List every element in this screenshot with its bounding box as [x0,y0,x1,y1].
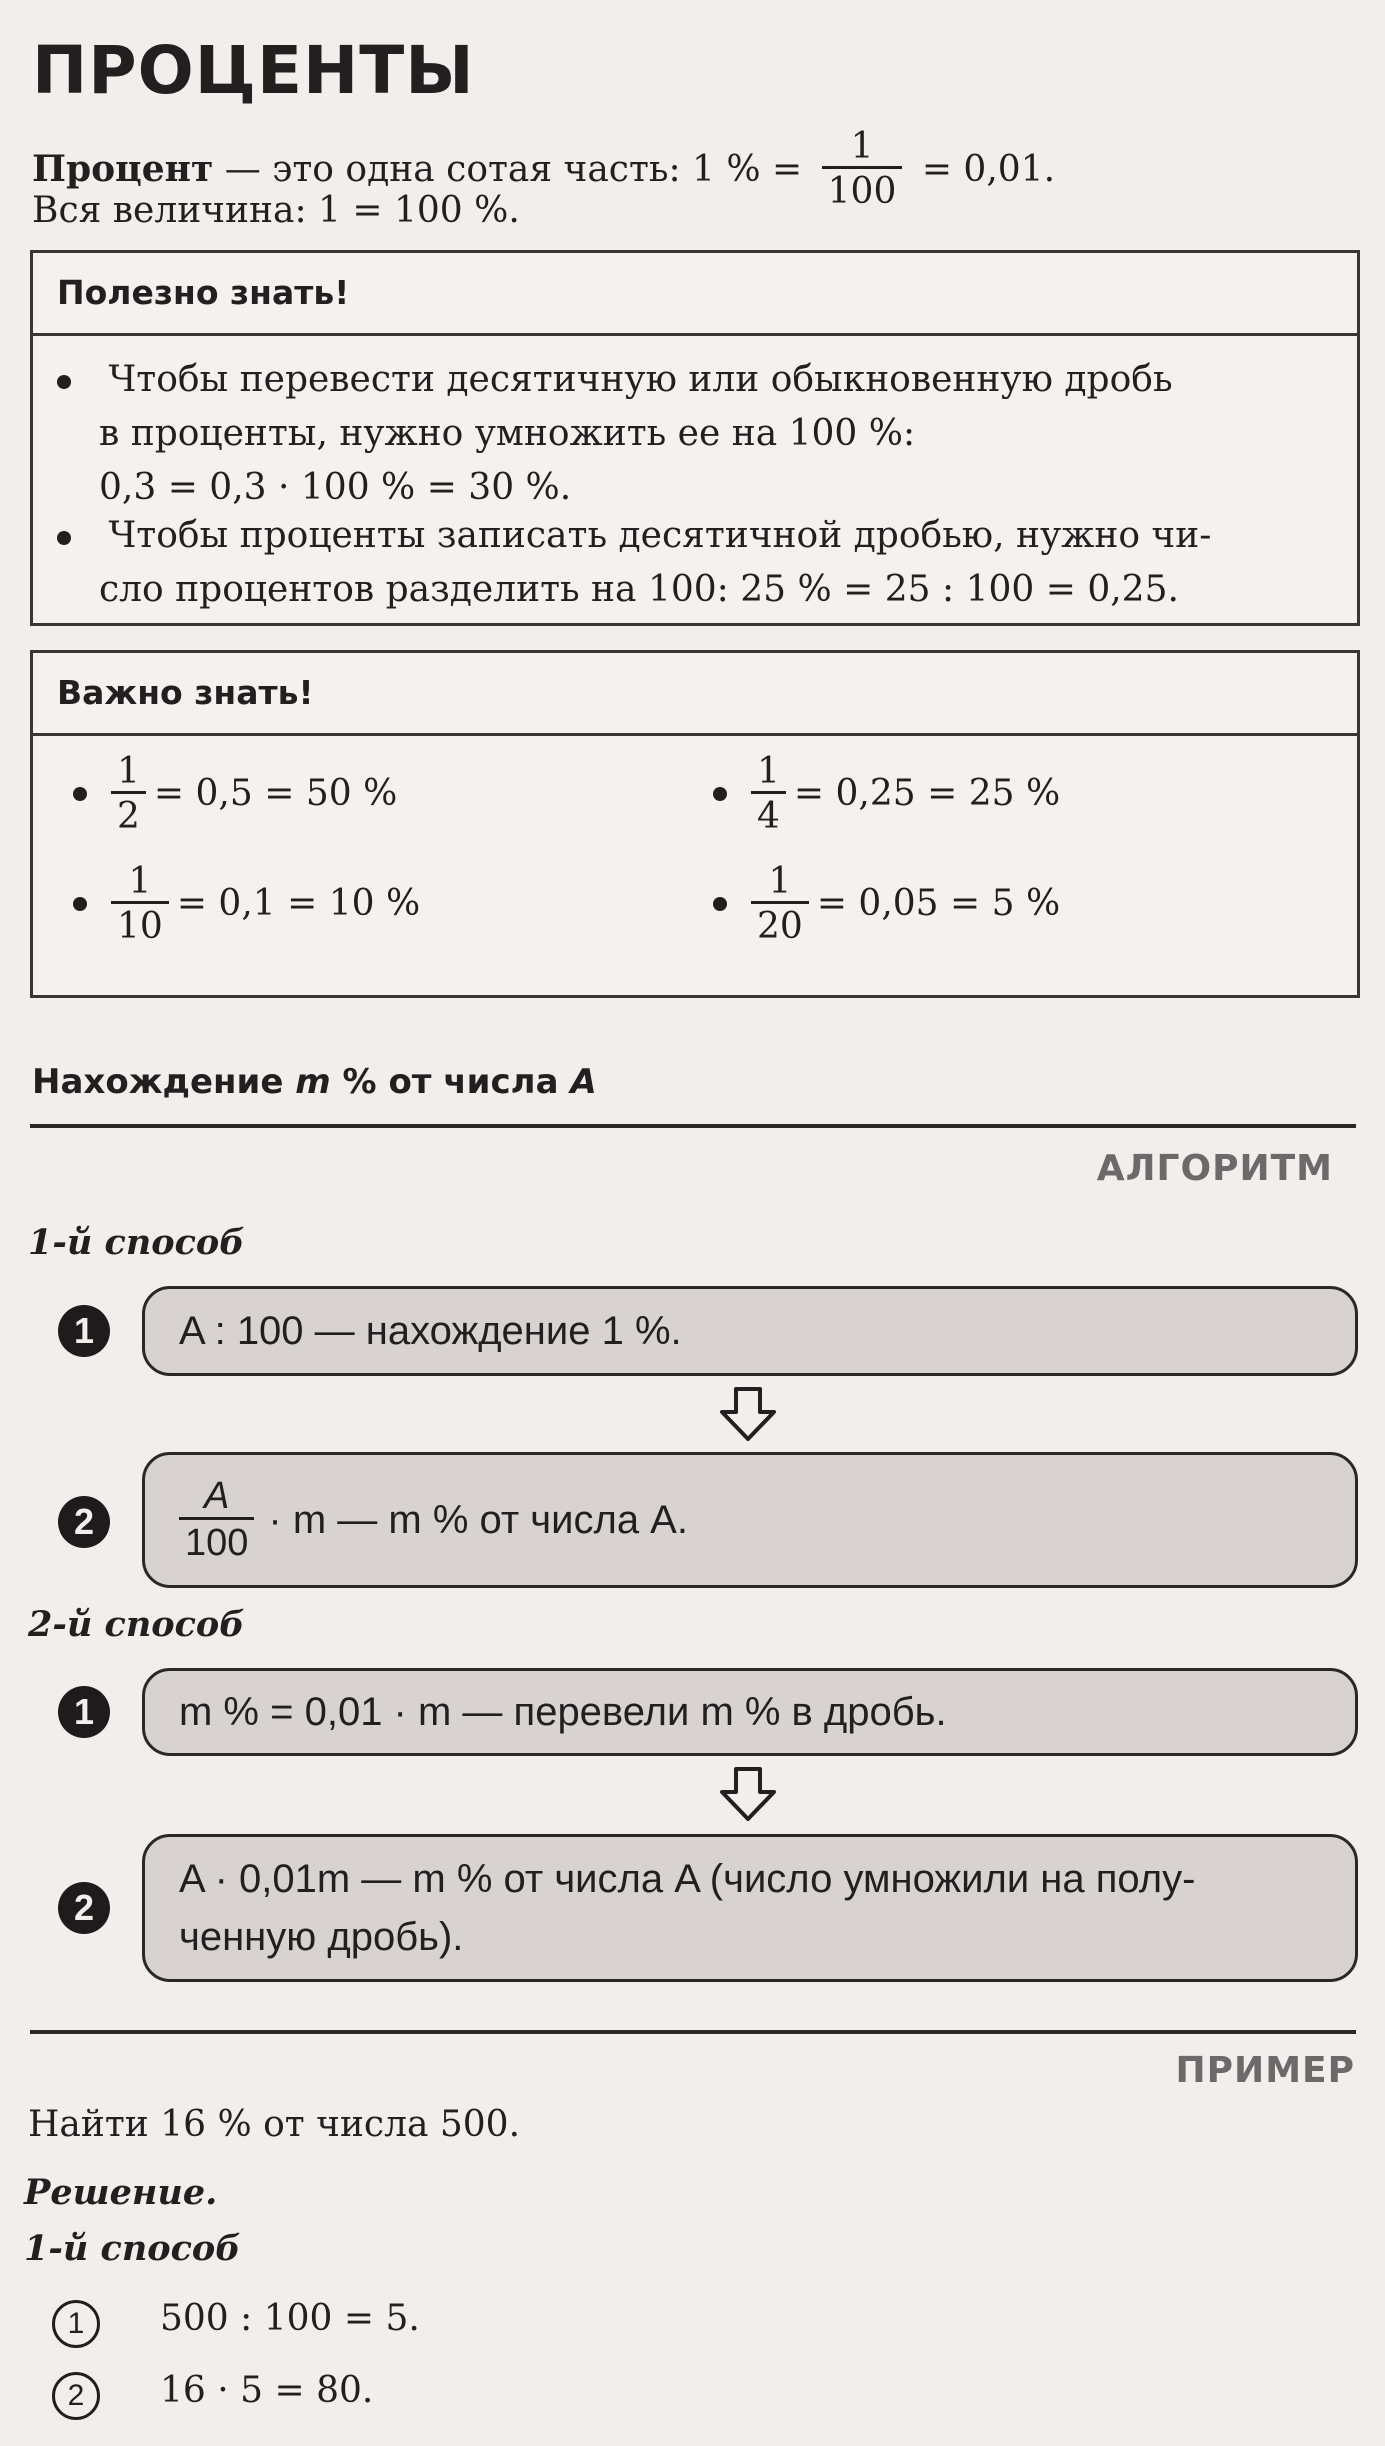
important-item-2 [713,753,1060,836]
item-value: = 0,5 = 50 % [153,773,398,815]
fraction-denominator: 20 [751,901,809,946]
example-step-1: 500 : 100 = 5. [160,2298,420,2339]
step-number-icon: 2 [58,1882,110,1934]
m1-step2-box [142,1452,1358,1588]
algorithm-label: АЛГОРИТМ [1096,1148,1333,1189]
important-item-3 [73,863,420,946]
section-rule [30,1124,1356,1128]
m2-step1-box [142,1668,1358,1756]
circled-number-icon: 2 [52,2372,100,2420]
useful-header: Полезно знать! [33,253,1357,336]
useful-bullet-2 [57,509,1211,563]
step-number-icon: 2 [58,1496,110,1548]
down-arrow-icon [718,1766,778,1822]
m1-step1-text: A : 100 — нахождение 1 %. [179,1308,682,1353]
section-title-mid: % от числа [330,1062,571,1102]
circled-number-icon: 1 [52,2300,100,2348]
fraction-denominator: 100 [179,1517,254,1564]
useful-b2-line2: сло процентов разделить на 100: 25 % = 25 : 100 = 0,25. [99,569,1179,610]
fraction-numerator: 1 [768,861,792,902]
useful-bullet-1 [57,353,1173,407]
item-fraction [751,863,809,946]
bullet-icon [57,375,71,389]
useful-b1-line1: Чтобы перевести десятичную или обыкновенную дробь [108,359,1173,400]
m2-step2-line1: A · 0,01m — m % от числа A (число умножили на полу- [179,1857,1196,1901]
fraction-numerator: 1 [117,751,140,792]
step-number-icon: 1 [58,1305,110,1357]
important-header: Важно знать! [33,653,1357,736]
item-fraction [751,753,786,836]
m2-step1-text: m % = 0,01 · m — перевели m % в дробь. [179,1689,947,1734]
fraction-denominator: 4 [751,791,786,836]
important-item-1 [73,753,397,836]
useful-b2-line1: Чтобы проценты записать десятичной дробью, нужно чи- [108,515,1212,556]
fraction-denominator: 2 [111,791,146,836]
fraction-numerator: 1 [128,861,152,902]
method-2-title: 2-й способ [28,1604,245,1645]
example-method-1-title: 1-й способ [24,2228,241,2269]
item-value: = 0,25 = 25 % [793,773,1061,815]
method-1-title: 1-й способ [28,1222,245,1263]
item-fraction [111,863,169,946]
section-title-pre: Нахождение [32,1062,296,1102]
item-fraction [111,753,146,836]
example-rule [30,2030,1356,2034]
definition-text: — это одна сотая часть: 1 % = [213,148,814,190]
item-value: = 0,1 = 10 % [176,883,421,925]
definition-tail: = 0,01. [910,148,1056,190]
important-box [30,650,1360,998]
fraction-denominator: 10 [111,901,169,946]
section-title-m: m [295,1062,331,1102]
m1-step2-fraction [179,1474,254,1564]
m1-step2-text: · m — m % от числа A. [268,1497,688,1542]
item-value: = 0,05 = 5 % [816,883,1061,925]
m1-step1-box [142,1286,1358,1376]
bullet-icon [57,531,71,545]
example-step-2: 16 · 5 = 80. [160,2370,374,2411]
section-title [32,1062,597,1102]
section-title-A: A [570,1062,597,1102]
useful-b1-line3: 0,3 = 0,3 · 100 % = 30 %. [99,467,572,508]
m2-step2-line2: ченную дробь). [179,1915,464,1959]
down-arrow-icon [718,1386,778,1442]
page-title: ПРОЦЕНТЫ [32,32,475,109]
bullet-icon [713,787,727,801]
bullet-icon [73,787,87,801]
useful-b1-line2: в проценты, нужно умножить ее на 100 %: [99,413,916,454]
definition-fraction [822,125,903,212]
fraction-numerator: A [204,1474,230,1517]
solution-label: Решение. [24,2172,218,2213]
fraction-numerator: 1 [757,751,780,792]
important-item-4 [713,863,1060,946]
definition-line-2: Вся величина: 1 = 100 %. [32,190,520,231]
example-label: ПРИМЕР [1175,2050,1355,2091]
fraction-numerator: 1 [850,125,874,167]
definition-term: Процент [32,148,214,190]
fraction-denominator: 100 [822,166,903,211]
bullet-icon [713,897,727,911]
example-task: Найти 16 % от числа 500. [28,2104,521,2145]
m2-step2-box [142,1834,1358,1982]
step-number-icon: 1 [58,1686,110,1738]
useful-box [30,250,1360,626]
bullet-icon [73,897,87,911]
